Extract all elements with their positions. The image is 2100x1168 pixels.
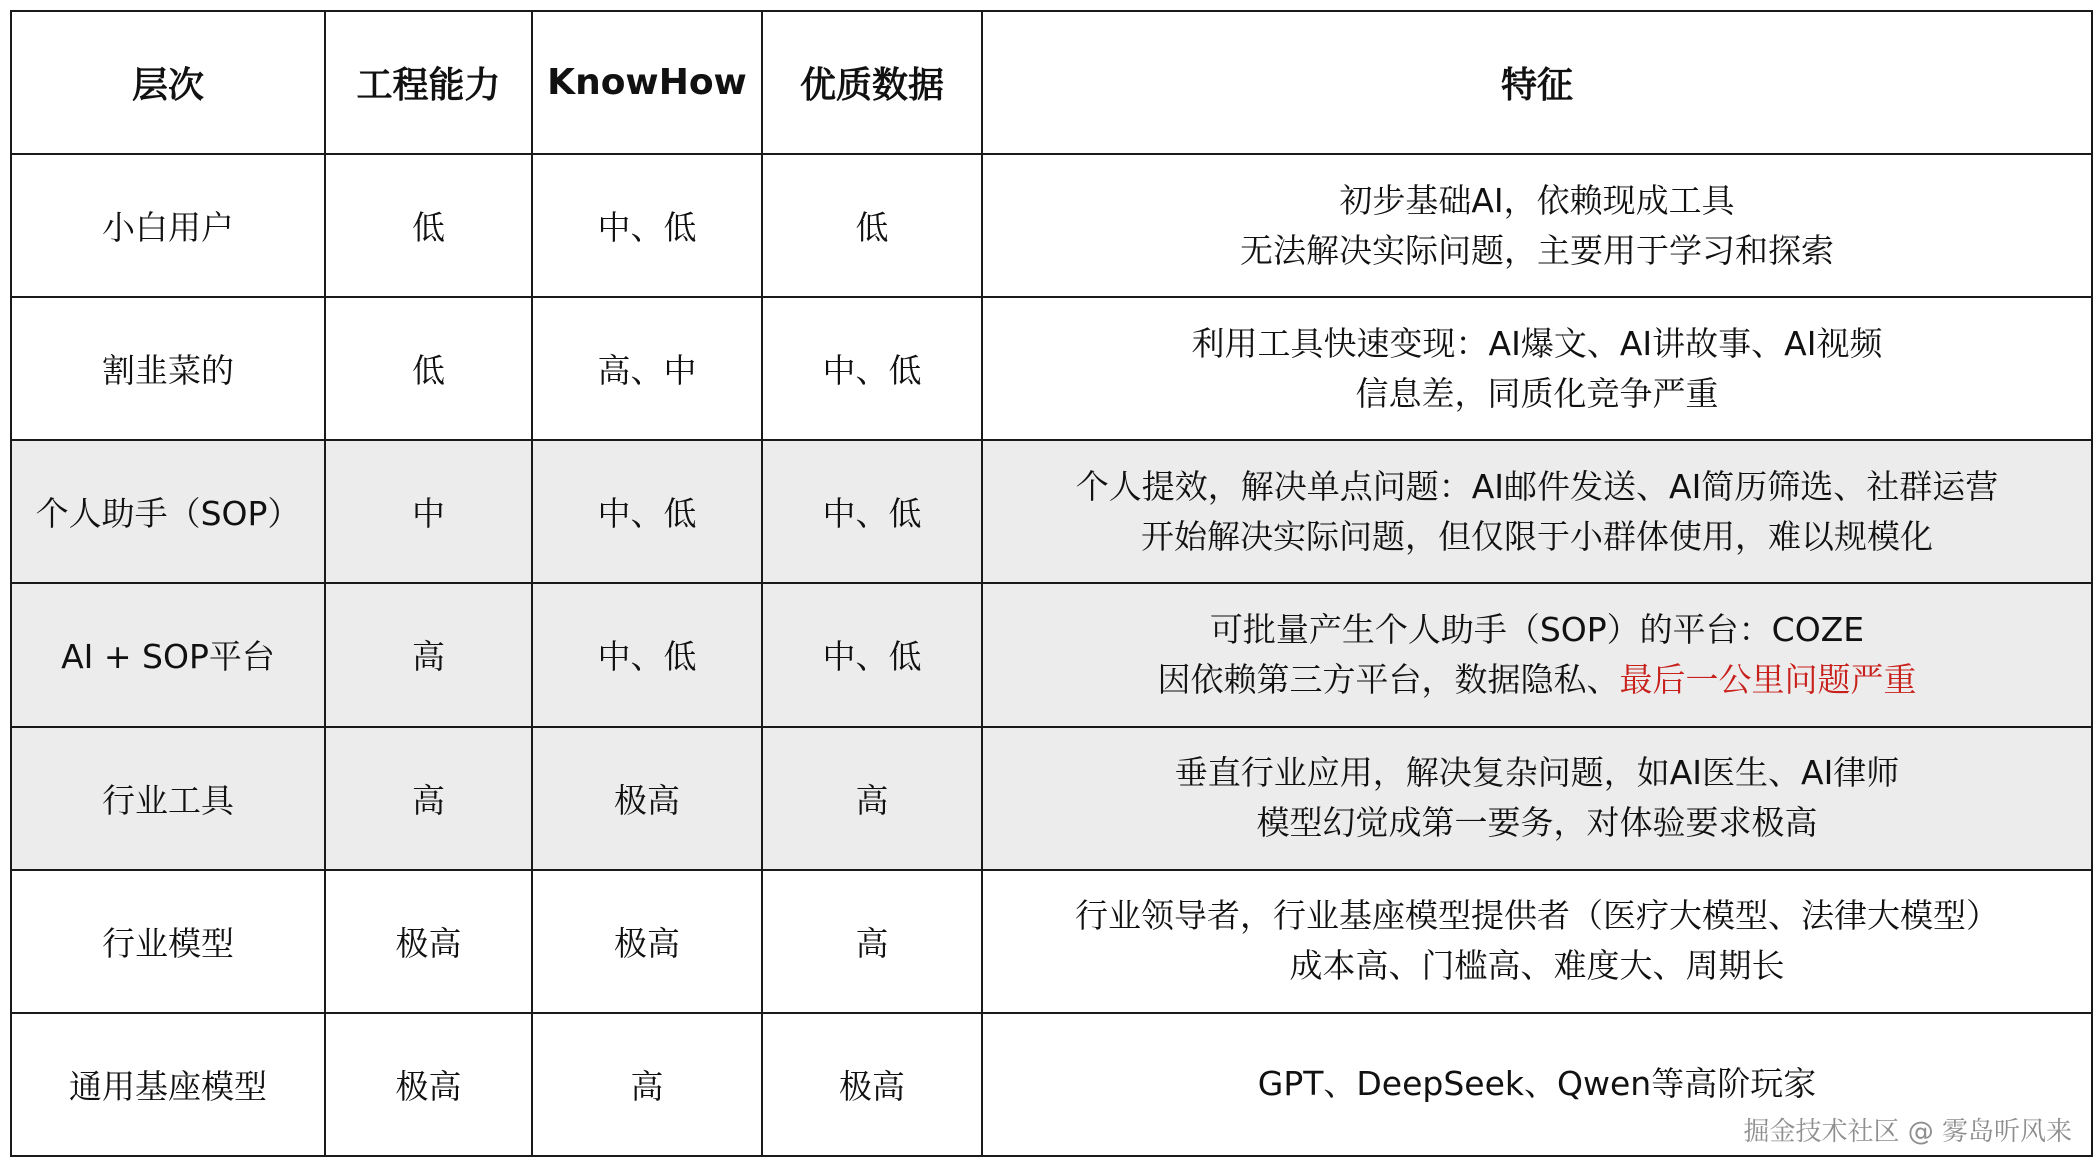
table-row [11,870,2092,1013]
cell-knowhow: 极高 [532,870,762,1013]
cell-feature [982,727,2092,870]
feature-line: 个人提效，解决单点问题：AI邮件发送、AI简历筛选、社群运营 [1075,466,1999,506]
feature-line: 开始解决实际问题，但仅限于小群体使用，难以规模化 [1141,516,1933,556]
table-row [11,440,2092,583]
cell-level: 行业工具 [11,727,325,870]
cell-level: 通用基座模型 [11,1013,325,1156]
cell-engineering: 中 [325,440,532,583]
cell-feature [982,154,2092,297]
cell-feature [982,297,2092,440]
table-row [11,583,2092,726]
feature-line: 可批量产生个人助手（SOP）的平台：COZE [1209,609,1865,649]
cell-data: 中、低 [762,440,982,583]
feature-line: 利用工具快速变现：AI爆文、AI讲故事、AI视频 [1191,323,1883,363]
cell-knowhow: 中、低 [532,154,762,297]
cell-data: 高 [762,870,982,1013]
cell-data: 高 [762,727,982,870]
cell-knowhow: 极高 [532,727,762,870]
cell-knowhow: 高、中 [532,297,762,440]
feature-line: 无法解决实际问题，主要用于学习和探索 [1240,230,1834,270]
table-row [11,154,2092,297]
cell-engineering: 高 [325,583,532,726]
cell-feature [982,583,2092,726]
feature-line: GPT、DeepSeek、Qwen等高阶玩家 [1257,1064,1817,1104]
comparison-table-container [10,10,2091,1157]
table-row [11,297,2092,440]
feature-line [989,655,2085,705]
table-row [11,727,2092,870]
header-knowhow: KnowHow [532,11,762,154]
cell-level: 行业模型 [11,870,325,1013]
feature-line: 模型幻觉成第一要务，对体验要求极高 [1256,803,1818,843]
ai-levels-table [10,10,2093,1157]
feature-highlight-text: 最后一公里问题严重 [1619,659,1917,699]
feature-line: 初步基础AI，依赖现成工具 [1339,180,1735,220]
cell-data: 低 [762,154,982,297]
feature-text: 因依赖第三方平台，数据隐私、 [1157,659,1620,699]
feature-line: 垂直行业应用，解决复杂问题，如AI医生、AI律师 [1174,753,1900,793]
header-level: 层次 [11,11,325,154]
cell-engineering: 极高 [325,1013,532,1156]
feature-line: 信息差，同质化竞争严重 [1355,373,1719,413]
feature-line: 行业领导者，行业基座模型提供者（医疗大模型、法律大模型） [1075,896,1999,936]
cell-data: 中、低 [762,297,982,440]
cell-level: 割韭菜的 [11,297,325,440]
header-data: 优质数据 [762,11,982,154]
cell-feature [982,440,2092,583]
cell-data: 极高 [762,1013,982,1156]
cell-level: AI + SOP平台 [11,583,325,726]
cell-engineering: 低 [325,154,532,297]
cell-feature [982,870,2092,1013]
header-feature: 特征 [982,11,2092,154]
feature-line: 成本高、门槛高、难度大、周期长 [1289,946,1785,986]
watermark-text: 掘金技术社区 @ 雾岛听风来 [1743,1117,2072,1147]
header-engineering: 工程能力 [325,11,532,154]
cell-knowhow: 高 [532,1013,762,1156]
cell-engineering: 低 [325,297,532,440]
cell-level: 个人助手（SOP） [11,440,325,583]
cell-knowhow: 中、低 [532,583,762,726]
cell-engineering: 极高 [325,870,532,1013]
table-header-row [11,11,2092,154]
cell-level: 小白用户 [11,154,325,297]
cell-engineering: 高 [325,727,532,870]
cell-data: 中、低 [762,583,982,726]
cell-knowhow: 中、低 [532,440,762,583]
